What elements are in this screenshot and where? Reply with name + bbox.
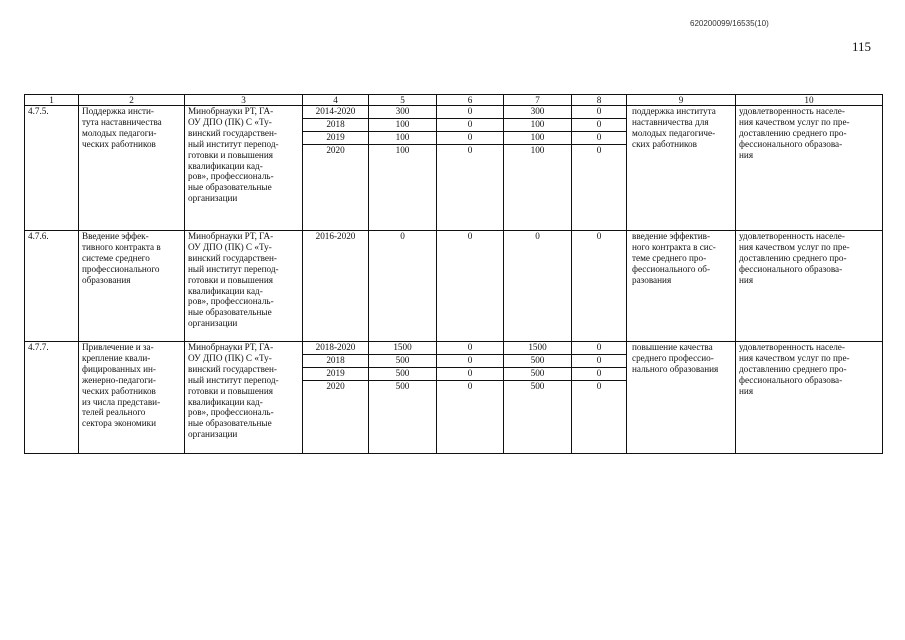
federal-cell: 0 [437, 355, 504, 368]
target-indicator-line: доставлению среднего про- [739, 127, 847, 138]
expected-result-line: наставничества для [632, 116, 709, 127]
republic-cell: 0 [504, 231, 572, 342]
executor-cell-line: ный институт перепод- [188, 138, 279, 149]
federal-cell: 0 [437, 342, 504, 355]
expected-result-line: ного контракта в сис- [632, 241, 716, 252]
total-cell: 1500 [369, 342, 437, 355]
executor-cell-line: организации [188, 193, 238, 204]
federal-cell: 0 [437, 132, 504, 145]
expected-result-line: введение эффектив- [632, 231, 711, 241]
activity-name-line: фицированных ин- [82, 363, 156, 374]
page-number: 115 [852, 39, 872, 54]
activity-name-line: молодых педагоги- [82, 127, 157, 138]
target-indicator-line: удовлетворенность населе- [739, 342, 845, 352]
executor-cell-line: ные образовательные [188, 307, 272, 318]
activity-name [79, 231, 185, 342]
activity-name [79, 342, 185, 454]
republic-cell: 100 [504, 145, 572, 231]
column-number: 9 [627, 95, 736, 106]
executor-cell [185, 231, 303, 342]
table-row [25, 231, 883, 342]
target-indicator [736, 342, 883, 454]
period-cell: 2016-2020 [303, 231, 369, 342]
activity-name-line: ческих работников [82, 138, 156, 149]
republic-cell: 500 [504, 381, 572, 454]
other-cell: 0 [572, 106, 627, 119]
executor-cell-line: организации [188, 429, 238, 440]
column-number: 1 [25, 95, 79, 106]
expected-result [627, 231, 736, 342]
activity-name [79, 106, 185, 231]
document-id: 620200099/16535(10) [690, 19, 769, 28]
activity-name-line: ческих работников [82, 385, 156, 396]
column-number: 2 [79, 95, 185, 106]
executor-cell-line: ОУ ДПО (ПК) С «Ту- [188, 116, 272, 127]
federal-cell: 0 [437, 145, 504, 231]
target-indicator-line: ния [739, 149, 754, 160]
executor-cell-line: готовки и повышения [188, 149, 273, 160]
column-number: 7 [504, 95, 572, 106]
other-cell: 0 [572, 381, 627, 454]
total-cell: 500 [369, 355, 437, 368]
republic-cell: 1500 [504, 342, 572, 355]
republic-cell: 500 [504, 368, 572, 381]
executor-cell-line: ный институт перепод- [188, 374, 279, 385]
executor-cell-line: готовки и повышения [188, 385, 273, 396]
activities-table [24, 94, 883, 454]
column-number: 6 [437, 95, 504, 106]
target-indicator-line: ния [739, 385, 754, 396]
expected-result [627, 106, 736, 231]
period-cell: 2018 [303, 119, 369, 132]
activity-name-line: системе среднего [82, 252, 150, 263]
total-cell: 100 [369, 132, 437, 145]
expected-result-line: поддержка института [632, 106, 716, 116]
activity-name-line: тивного контракта в [82, 241, 161, 252]
expected-result-line: разования [632, 274, 672, 285]
target-indicator-line: фессионального образова- [739, 138, 843, 149]
activity-code: 4.7.5. [25, 106, 79, 231]
executor-cell-line: ный институт перепод- [188, 263, 279, 274]
executor-cell-line: ров», профессиональ- [188, 407, 274, 418]
executor-cell-line: готовки и повышения [188, 274, 273, 285]
expected-result [627, 342, 736, 454]
executor-cell-line: ОУ ДПО (ПК) С «Ту- [188, 352, 272, 363]
total-cell: 100 [369, 145, 437, 231]
activity-name-line: Привлечение и за- [82, 342, 154, 352]
executor-cell-line: организации [188, 318, 238, 329]
target-indicator-line: доставлению среднего про- [739, 363, 847, 374]
activity-name-line: Введение эффек- [82, 231, 149, 241]
activity-name-line: профессионального [82, 263, 160, 274]
target-indicator-line: ния качеством услуг по пре- [739, 352, 850, 363]
other-cell: 0 [572, 355, 627, 368]
federal-cell: 0 [437, 231, 504, 342]
activity-name-line: образования [82, 274, 131, 285]
executor-cell [185, 106, 303, 231]
target-indicator-line: удовлетворенность населе- [739, 106, 845, 116]
executor-cell-line: ров», профессиональ- [188, 296, 274, 307]
column-number: 3 [185, 95, 303, 106]
target-indicator-line: фессионального образова- [739, 374, 843, 385]
period-cell: 2014-2020 [303, 106, 369, 119]
target-indicator-line: удовлетворенность населе- [739, 231, 845, 241]
column-number: 4 [303, 95, 369, 106]
other-cell: 0 [572, 368, 627, 381]
federal-cell: 0 [437, 381, 504, 454]
target-indicator-line: фессионального образова- [739, 263, 843, 274]
republic-cell: 100 [504, 119, 572, 132]
executor-cell-line: ОУ ДПО (ПК) С «Ту- [188, 241, 272, 252]
expected-result-line: ских работников [632, 138, 697, 149]
period-cell: 2020 [303, 381, 369, 454]
republic-cell: 100 [504, 132, 572, 145]
column-number: 8 [572, 95, 627, 106]
other-cell: 0 [572, 145, 627, 231]
total-cell: 0 [369, 231, 437, 342]
period-cell: 2018 [303, 355, 369, 368]
executor-cell-line: ные образовательные [188, 182, 272, 193]
activity-name-line: из числа представи- [82, 396, 161, 407]
table-row [25, 342, 883, 355]
total-cell: 300 [369, 106, 437, 119]
table-row [25, 106, 883, 119]
activity-name-line: женерно-педагоги- [82, 374, 156, 385]
expected-result-line: среднего профессио- [632, 352, 714, 363]
period-cell: 2019 [303, 132, 369, 145]
period-cell: 2018-2020 [303, 342, 369, 355]
expected-result-line: повышение качества [632, 342, 713, 352]
executor-cell [185, 342, 303, 454]
total-cell: 100 [369, 119, 437, 132]
activity-name-line: Поддержка инсти- [82, 106, 154, 116]
activity-code: 4.7.7. [25, 342, 79, 454]
other-cell: 0 [572, 342, 627, 355]
target-indicator-line: ния качеством услуг по пре- [739, 116, 850, 127]
executor-cell-line: Минобрнауки РТ, ГА- [188, 231, 274, 241]
expected-result-line: теме среднего про- [632, 252, 707, 263]
target-indicator-line: доставлению среднего про- [739, 252, 847, 263]
executor-cell-line: ные образовательные [188, 418, 272, 429]
activity-name-line: сектора экономики [82, 418, 157, 429]
expected-result-line: молодых педагогиче- [632, 127, 716, 138]
executor-cell-line: ров», профессиональ- [188, 171, 274, 182]
executor-cell-line: Минобрнауки РТ, ГА- [188, 342, 274, 352]
target-indicator [736, 106, 883, 231]
column-number: 10 [736, 95, 883, 106]
target-indicator-line: ния качеством услуг по пре- [739, 241, 850, 252]
executor-cell-line: винский государствен- [188, 363, 277, 374]
target-indicator-line: ния [739, 274, 754, 285]
expected-result-line: нального образования [632, 363, 719, 374]
executor-cell-line: винский государствен- [188, 127, 277, 138]
republic-cell: 500 [504, 355, 572, 368]
executor-cell-line: квалификации кад- [188, 396, 263, 407]
total-cell: 500 [369, 381, 437, 454]
executor-cell-line: винский государствен- [188, 252, 277, 263]
period-cell: 2020 [303, 145, 369, 231]
total-cell: 500 [369, 368, 437, 381]
activity-code: 4.7.6. [25, 231, 79, 342]
expected-result-line: фессионального об- [632, 263, 711, 274]
federal-cell: 0 [437, 106, 504, 119]
other-cell: 0 [572, 231, 627, 342]
target-indicator [736, 231, 883, 342]
executor-cell-line: Минобрнауки РТ, ГА- [188, 106, 274, 116]
other-cell: 0 [572, 132, 627, 145]
column-number: 5 [369, 95, 437, 106]
federal-cell: 0 [437, 368, 504, 381]
activity-name-line: телей реального [82, 407, 146, 418]
executor-cell-line: квалификации кад- [188, 160, 263, 171]
activity-name-line: тута наставничества [82, 116, 162, 127]
column-number-row [25, 95, 883, 106]
activity-name-line: крепление квали- [82, 352, 151, 363]
period-cell: 2019 [303, 368, 369, 381]
other-cell: 0 [572, 119, 627, 132]
federal-cell: 0 [437, 119, 504, 132]
republic-cell: 300 [504, 106, 572, 119]
executor-cell-line: квалификации кад- [188, 285, 263, 296]
